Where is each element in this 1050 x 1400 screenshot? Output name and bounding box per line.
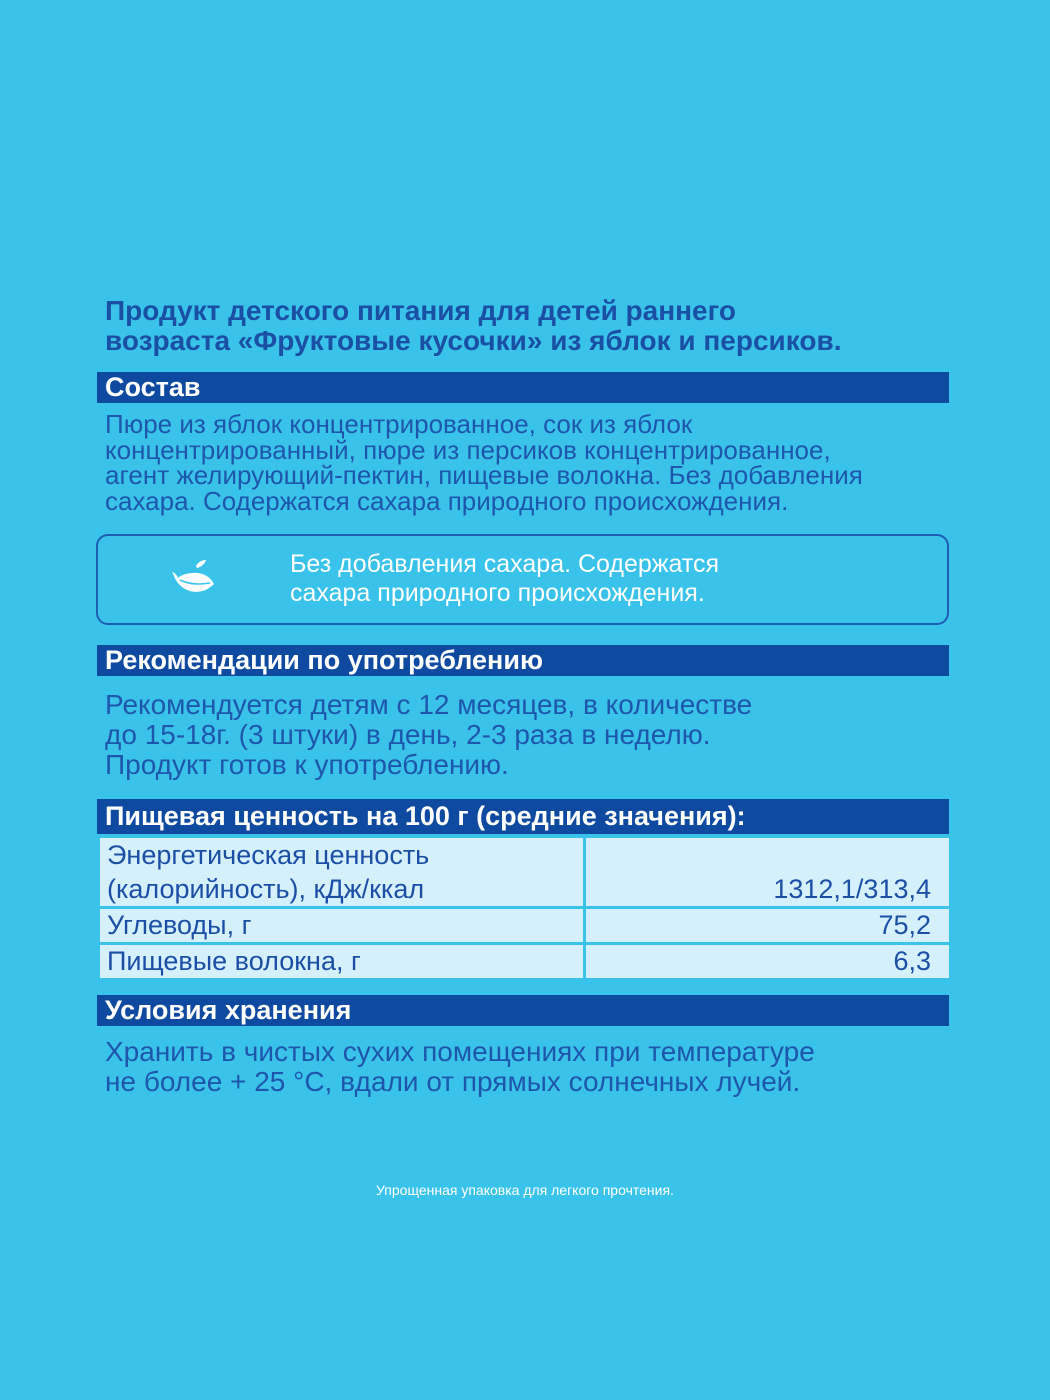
nutrient-name: Углеводы, г xyxy=(99,908,585,944)
sostav-line: сахара. Содержатся сахара природного происхождения. xyxy=(105,485,789,516)
recommendations-text xyxy=(105,690,955,780)
nutrient-value: 6,3 xyxy=(585,944,951,980)
nutrition-table xyxy=(97,835,952,981)
nutrient-name-line-1: Энергетическая ценность xyxy=(107,840,430,870)
sostav-line: концентрированный, пюре из персиков концентрированное, xyxy=(105,434,831,465)
nutrition-heading: Пищевая ценность на 100 г (средние значения): xyxy=(97,799,949,834)
product-title xyxy=(105,296,965,356)
product-title-line-1: Продукт детского питания для детей раннего xyxy=(105,295,737,326)
recommendations-line: Рекомендуется детям с 12 месяцев, в количестве xyxy=(105,689,753,720)
leaf-icon xyxy=(170,558,218,602)
sostav-line: Пюре из яблок концентрированное, сок из яблок xyxy=(105,409,693,439)
footer-note: Упрощенная упаковка для легкого прочтения. xyxy=(376,1182,674,1198)
sostav-text xyxy=(105,409,955,516)
nutrient-value: 75,2 xyxy=(585,908,951,944)
nutrient-name-line-2: (калорийность), кДж/ккал xyxy=(107,874,425,904)
nutrient-name: Пищевые волокна, г xyxy=(99,944,585,980)
notice-text xyxy=(290,550,890,608)
table-row xyxy=(99,944,951,980)
sostav-heading: Состав xyxy=(97,372,949,403)
storage-line: Хранить в чистых сухих помещениях при температуре xyxy=(105,1036,815,1067)
storage-line: не более + 25 °С, вдали от прямых солнечных лучей. xyxy=(105,1066,801,1097)
recommendations-line: до 15-18г. (3 штуки) в день, 2-3 раза в неделю. xyxy=(105,719,711,750)
nutrient-value: 1312,1/313,4 xyxy=(585,837,951,908)
table-row xyxy=(99,908,951,944)
table-row xyxy=(99,837,951,908)
notice-line-2: сахара природного происхождения. xyxy=(290,579,705,607)
storage-text xyxy=(105,1037,955,1097)
no-sugar-notice xyxy=(96,534,949,625)
recommendations-heading: Рекомендации по употреблению xyxy=(97,645,949,676)
storage-heading: Условия хранения xyxy=(97,995,949,1026)
notice-line-1: Без добавления сахара. Содержатся xyxy=(290,550,720,578)
nutrient-name xyxy=(99,837,585,908)
recommendations-line: Продукт готов к употреблению. xyxy=(105,749,509,780)
sostav-line: агент желирующий-пектин, пищевые волокна. Без добавления xyxy=(105,460,863,490)
product-title-line-2: возраста «Фруктовые кусочки» из яблок и персиков. xyxy=(105,325,842,356)
